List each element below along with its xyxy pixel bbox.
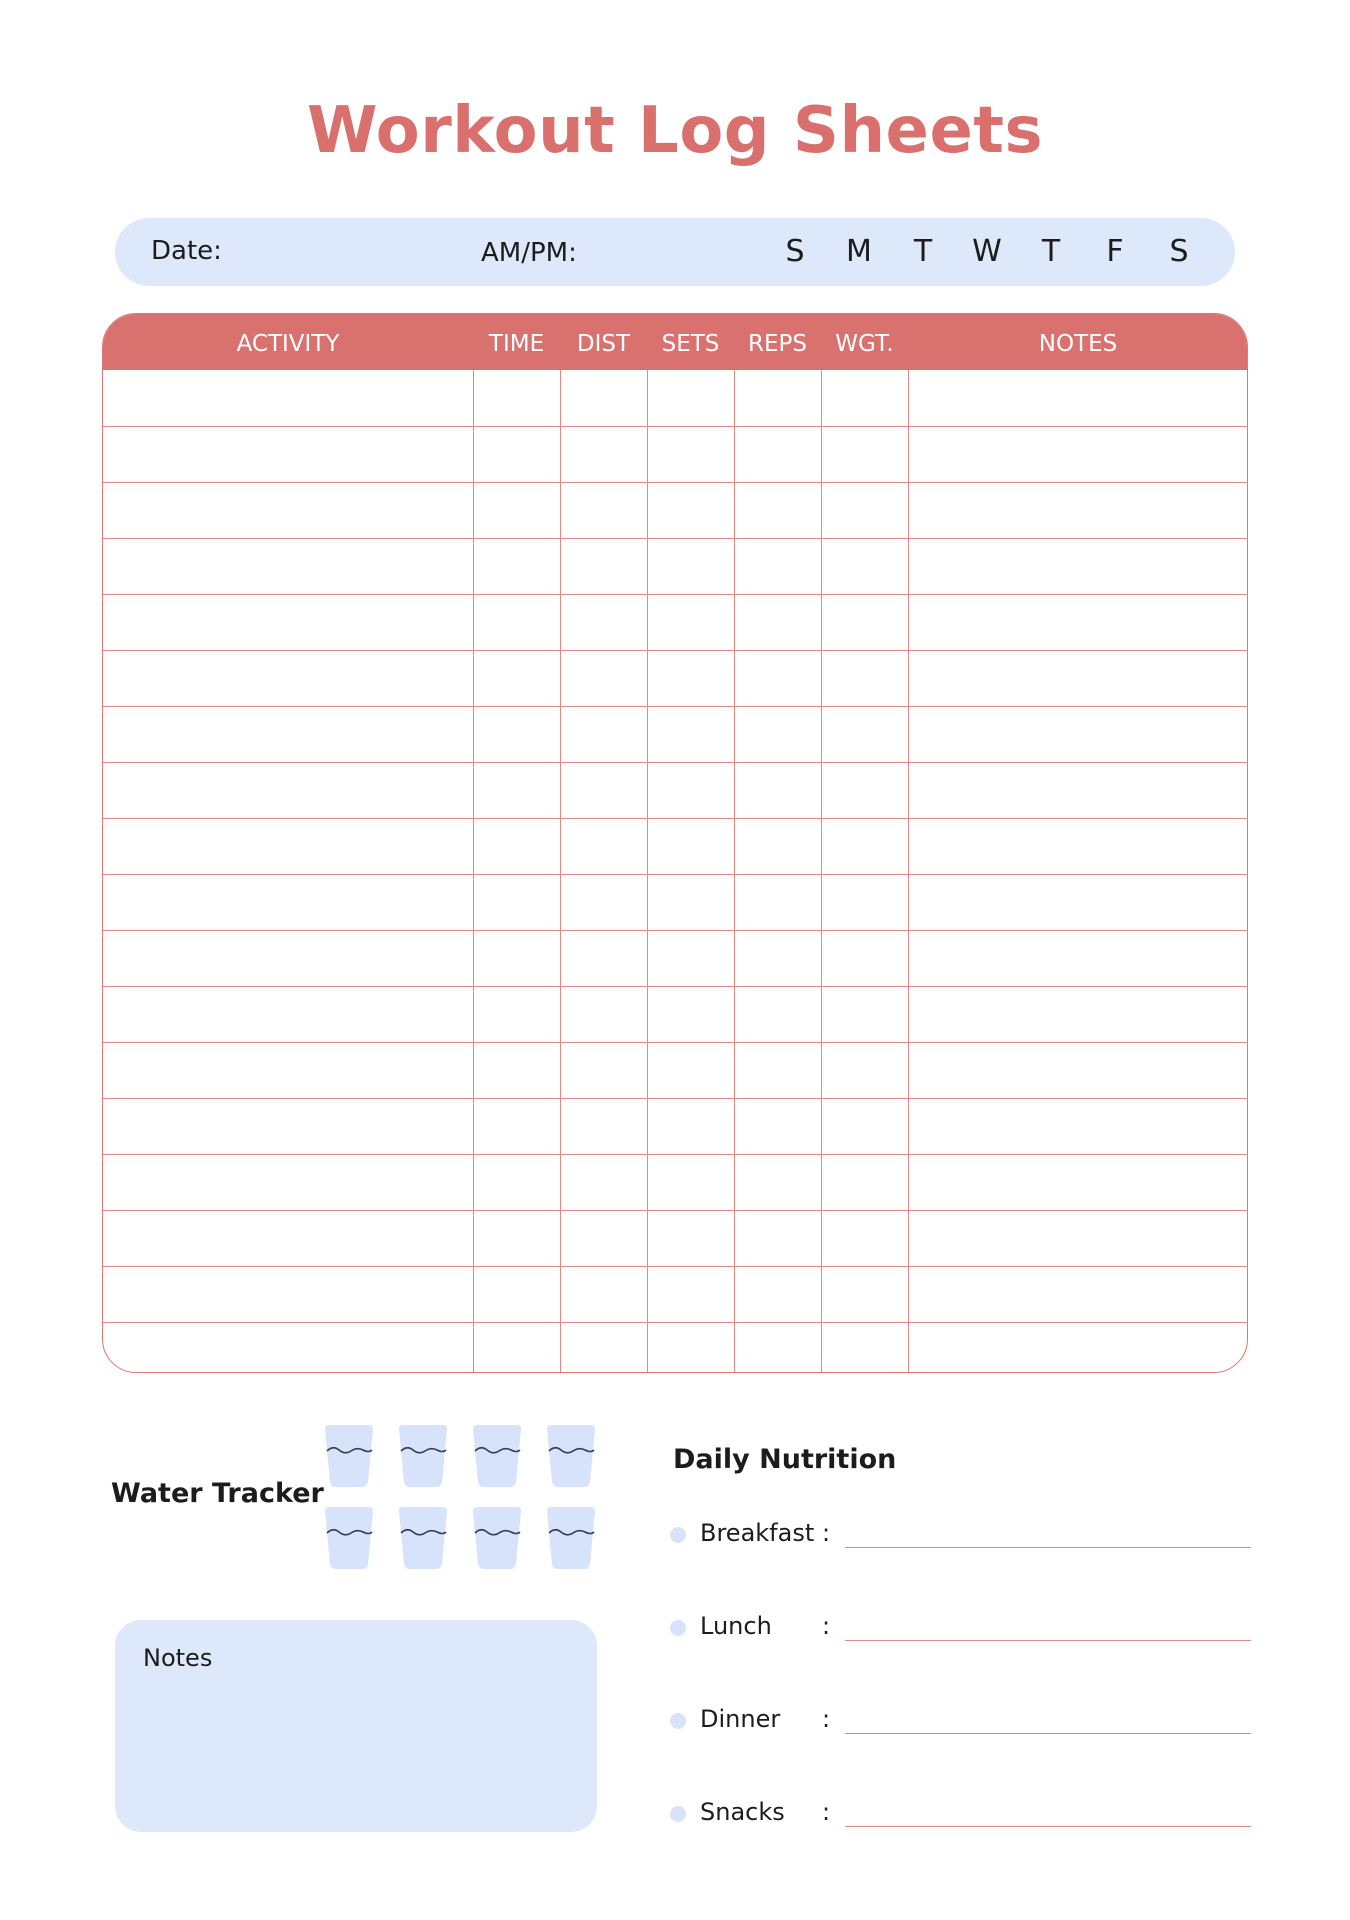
cell-activity[interactable]: [103, 482, 473, 538]
cell-wgt[interactable]: [821, 482, 908, 538]
cell-sets[interactable]: [647, 818, 734, 874]
cell-reps[interactable]: [734, 930, 821, 986]
cell-notes[interactable]: [908, 538, 1248, 594]
bullet-icon: [670, 1620, 686, 1636]
meal-label: Breakfast: [700, 1519, 815, 1547]
cell-dist[interactable]: [560, 818, 647, 874]
cell-time[interactable]: [473, 1322, 560, 1373]
cell-notes[interactable]: [908, 482, 1248, 538]
cell-dist[interactable]: [560, 986, 647, 1042]
meal-colon: :: [822, 1612, 831, 1640]
page-title: Workout Log Sheets: [306, 94, 1044, 168]
lunch-entry-line[interactable]: [845, 1640, 1251, 1641]
bullet-icon: [670, 1713, 686, 1729]
cell-wgt[interactable]: [821, 986, 908, 1042]
cell-wgt[interactable]: [821, 1042, 908, 1098]
cell-sets[interactable]: [647, 594, 734, 650]
cell-reps[interactable]: [734, 874, 821, 930]
cell-notes[interactable]: [908, 874, 1248, 930]
cell-activity[interactable]: [103, 426, 473, 482]
cell-activity[interactable]: [103, 1154, 473, 1210]
cell-notes[interactable]: [908, 426, 1248, 482]
snacks-entry-line[interactable]: [845, 1826, 1251, 1827]
cell-sets[interactable]: [647, 706, 734, 762]
cell-dist[interactable]: [560, 1266, 647, 1322]
cell-reps[interactable]: [734, 1266, 821, 1322]
cell-time[interactable]: [473, 482, 560, 538]
cell-notes[interactable]: [908, 1098, 1248, 1154]
cell-dist[interactable]: [560, 706, 647, 762]
cell-dist[interactable]: [560, 1154, 647, 1210]
day-friday[interactable]: F: [1106, 234, 1124, 269]
meal-label: Snacks: [700, 1798, 785, 1826]
ampm-label: AM/PM:: [481, 238, 577, 268]
cell-sets[interactable]: [647, 986, 734, 1042]
water-cup-icon[interactable]: [470, 1424, 524, 1488]
day-thursday[interactable]: T: [1041, 234, 1061, 269]
meal-colon: :: [822, 1798, 831, 1826]
cell-reps[interactable]: [734, 594, 821, 650]
cell-time[interactable]: [473, 930, 560, 986]
cell-time[interactable]: [473, 1266, 560, 1322]
cell-sets[interactable]: [647, 482, 734, 538]
cell-reps[interactable]: [734, 426, 821, 482]
cell-activity[interactable]: [103, 1266, 473, 1322]
meal-colon: :: [822, 1519, 831, 1547]
cell-notes[interactable]: [908, 1042, 1248, 1098]
meal-label: Dinner: [700, 1705, 781, 1733]
bullet-icon: [670, 1527, 686, 1543]
cell-reps[interactable]: [734, 1098, 821, 1154]
cell-dist[interactable]: [560, 650, 647, 706]
bullet-icon: [670, 1806, 686, 1822]
water-cup-icon[interactable]: [322, 1424, 376, 1488]
cell-dist[interactable]: [560, 426, 647, 482]
breakfast-entry-line[interactable]: [845, 1547, 1251, 1548]
meal-dinner: [670, 1701, 1250, 1741]
cell-notes[interactable]: [908, 930, 1248, 986]
cell-notes[interactable]: [908, 762, 1248, 818]
cell-time[interactable]: [473, 426, 560, 482]
cell-wgt[interactable]: [821, 930, 908, 986]
cell-reps[interactable]: [734, 538, 821, 594]
header-dist: DIST: [576, 331, 631, 357]
day-sunday[interactable]: S: [785, 234, 805, 269]
water-cup-icon[interactable]: [396, 1424, 450, 1488]
cell-time[interactable]: [473, 370, 560, 426]
cell-wgt[interactable]: [821, 706, 908, 762]
cell-reps[interactable]: [734, 1322, 821, 1373]
cell-sets[interactable]: [647, 762, 734, 818]
cell-notes[interactable]: [908, 818, 1248, 874]
water-cup-icon[interactable]: [396, 1506, 450, 1570]
water-tracker-label: Water Tracker: [111, 1478, 324, 1509]
cell-notes[interactable]: [908, 706, 1248, 762]
cell-reps[interactable]: [734, 1042, 821, 1098]
meal-label: Lunch: [700, 1612, 772, 1640]
water-cup-icon[interactable]: [544, 1506, 598, 1570]
header-reps: REPS: [748, 331, 807, 357]
cell-reps[interactable]: [734, 762, 821, 818]
cell-sets[interactable]: [647, 930, 734, 986]
cell-wgt[interactable]: [821, 426, 908, 482]
cell-reps[interactable]: [734, 1154, 821, 1210]
day-tuesday[interactable]: T: [913, 234, 933, 269]
cell-time[interactable]: [473, 818, 560, 874]
cell-activity[interactable]: [103, 930, 473, 986]
meal-snacks: [670, 1794, 1250, 1834]
date-info-bar: [115, 218, 1235, 286]
cell-notes[interactable]: [908, 650, 1248, 706]
cell-reps[interactable]: [734, 986, 821, 1042]
cell-dist[interactable]: [560, 930, 647, 986]
cell-activity[interactable]: [103, 538, 473, 594]
cell-reps[interactable]: [734, 650, 821, 706]
cell-notes[interactable]: [908, 1210, 1248, 1266]
cell-time[interactable]: [473, 594, 560, 650]
cell-time[interactable]: [473, 874, 560, 930]
cell-activity[interactable]: [103, 650, 473, 706]
cell-time[interactable]: [473, 538, 560, 594]
cell-time[interactable]: [473, 986, 560, 1042]
cell-notes[interactable]: [908, 1154, 1248, 1210]
cell-sets[interactable]: [647, 426, 734, 482]
cell-activity[interactable]: [103, 1322, 473, 1373]
header-time: TIME: [488, 331, 545, 357]
cell-activity[interactable]: [103, 874, 473, 930]
cell-notes[interactable]: [908, 370, 1248, 426]
cell-activity[interactable]: [103, 706, 473, 762]
water-cups: [322, 1424, 602, 1574]
water-cup-icon[interactable]: [322, 1506, 376, 1570]
cell-notes[interactable]: [908, 594, 1248, 650]
daily-nutrition-title: Daily Nutrition: [673, 1444, 897, 1475]
cell-dist[interactable]: [560, 482, 647, 538]
cell-sets[interactable]: [647, 1042, 734, 1098]
cell-time[interactable]: [473, 762, 560, 818]
cell-reps[interactable]: [734, 706, 821, 762]
header-sets: SETS: [661, 331, 720, 357]
cell-activity[interactable]: [103, 370, 473, 426]
cell-sets[interactable]: [647, 1154, 734, 1210]
cell-time[interactable]: [473, 1154, 560, 1210]
cell-sets[interactable]: [647, 874, 734, 930]
cell-dist[interactable]: [560, 1322, 647, 1373]
cell-wgt[interactable]: [821, 1098, 908, 1154]
cell-wgt[interactable]: [821, 762, 908, 818]
cell-dist[interactable]: [560, 594, 647, 650]
date-label: Date:: [151, 236, 222, 266]
cell-time[interactable]: [473, 706, 560, 762]
table-header: [103, 314, 1247, 370]
cell-reps[interactable]: [734, 818, 821, 874]
day-wednesday[interactable]: W: [972, 234, 1002, 269]
cell-sets[interactable]: [647, 538, 734, 594]
day-saturday[interactable]: S: [1169, 234, 1189, 269]
cell-activity[interactable]: [103, 1098, 473, 1154]
cell-wgt[interactable]: [821, 594, 908, 650]
cell-activity[interactable]: [103, 762, 473, 818]
cell-wgt[interactable]: [821, 370, 908, 426]
header-activity: ACTIVITY: [236, 331, 340, 357]
cell-wgt[interactable]: [821, 874, 908, 930]
cell-dist[interactable]: [560, 538, 647, 594]
water-cup-icon[interactable]: [470, 1506, 524, 1570]
cell-reps[interactable]: [734, 370, 821, 426]
cell-time[interactable]: [473, 1042, 560, 1098]
notes-box[interactable]: [115, 1620, 597, 1832]
cell-time[interactable]: [473, 1210, 560, 1266]
cell-activity[interactable]: [103, 594, 473, 650]
cell-dist[interactable]: [560, 762, 647, 818]
cell-activity[interactable]: [103, 986, 473, 1042]
cell-sets[interactable]: [647, 1098, 734, 1154]
meal-breakfast: [670, 1515, 1250, 1555]
cell-reps[interactable]: [734, 1210, 821, 1266]
cell-time[interactable]: [473, 1098, 560, 1154]
cell-wgt[interactable]: [821, 818, 908, 874]
meal-colon: :: [822, 1705, 831, 1733]
cell-activity[interactable]: [103, 818, 473, 874]
cell-dist[interactable]: [560, 1210, 647, 1266]
cell-wgt[interactable]: [821, 1266, 908, 1322]
header-notes: NOTES: [1038, 331, 1118, 357]
cell-reps[interactable]: [734, 482, 821, 538]
cell-dist[interactable]: [560, 1042, 647, 1098]
day-monday[interactable]: M: [846, 234, 872, 269]
cell-dist[interactable]: [560, 874, 647, 930]
cell-wgt[interactable]: [821, 1210, 908, 1266]
cell-notes[interactable]: [908, 986, 1248, 1042]
header-wgt: WGT.: [835, 331, 894, 357]
weekday-selector: [763, 232, 1211, 272]
cell-sets[interactable]: [647, 1322, 734, 1373]
cell-wgt[interactable]: [821, 1322, 908, 1373]
cell-dist[interactable]: [560, 1098, 647, 1154]
cell-wgt[interactable]: [821, 1154, 908, 1210]
cell-sets[interactable]: [647, 1210, 734, 1266]
cell-notes[interactable]: [908, 1266, 1248, 1322]
cell-wgt[interactable]: [821, 650, 908, 706]
dinner-entry-line[interactable]: [845, 1733, 1251, 1734]
water-cup-icon[interactable]: [544, 1424, 598, 1488]
notes-label: Notes: [143, 1644, 213, 1672]
cell-wgt[interactable]: [821, 538, 908, 594]
cell-sets[interactable]: [647, 370, 734, 426]
cell-activity[interactable]: [103, 1042, 473, 1098]
cell-time[interactable]: [473, 650, 560, 706]
cell-activity[interactable]: [103, 1210, 473, 1266]
cell-sets[interactable]: [647, 1266, 734, 1322]
workout-log-table: [102, 313, 1248, 1373]
cell-notes[interactable]: [908, 1322, 1248, 1373]
meal-lunch: [670, 1608, 1250, 1648]
cell-dist[interactable]: [560, 370, 647, 426]
cell-sets[interactable]: [647, 650, 734, 706]
